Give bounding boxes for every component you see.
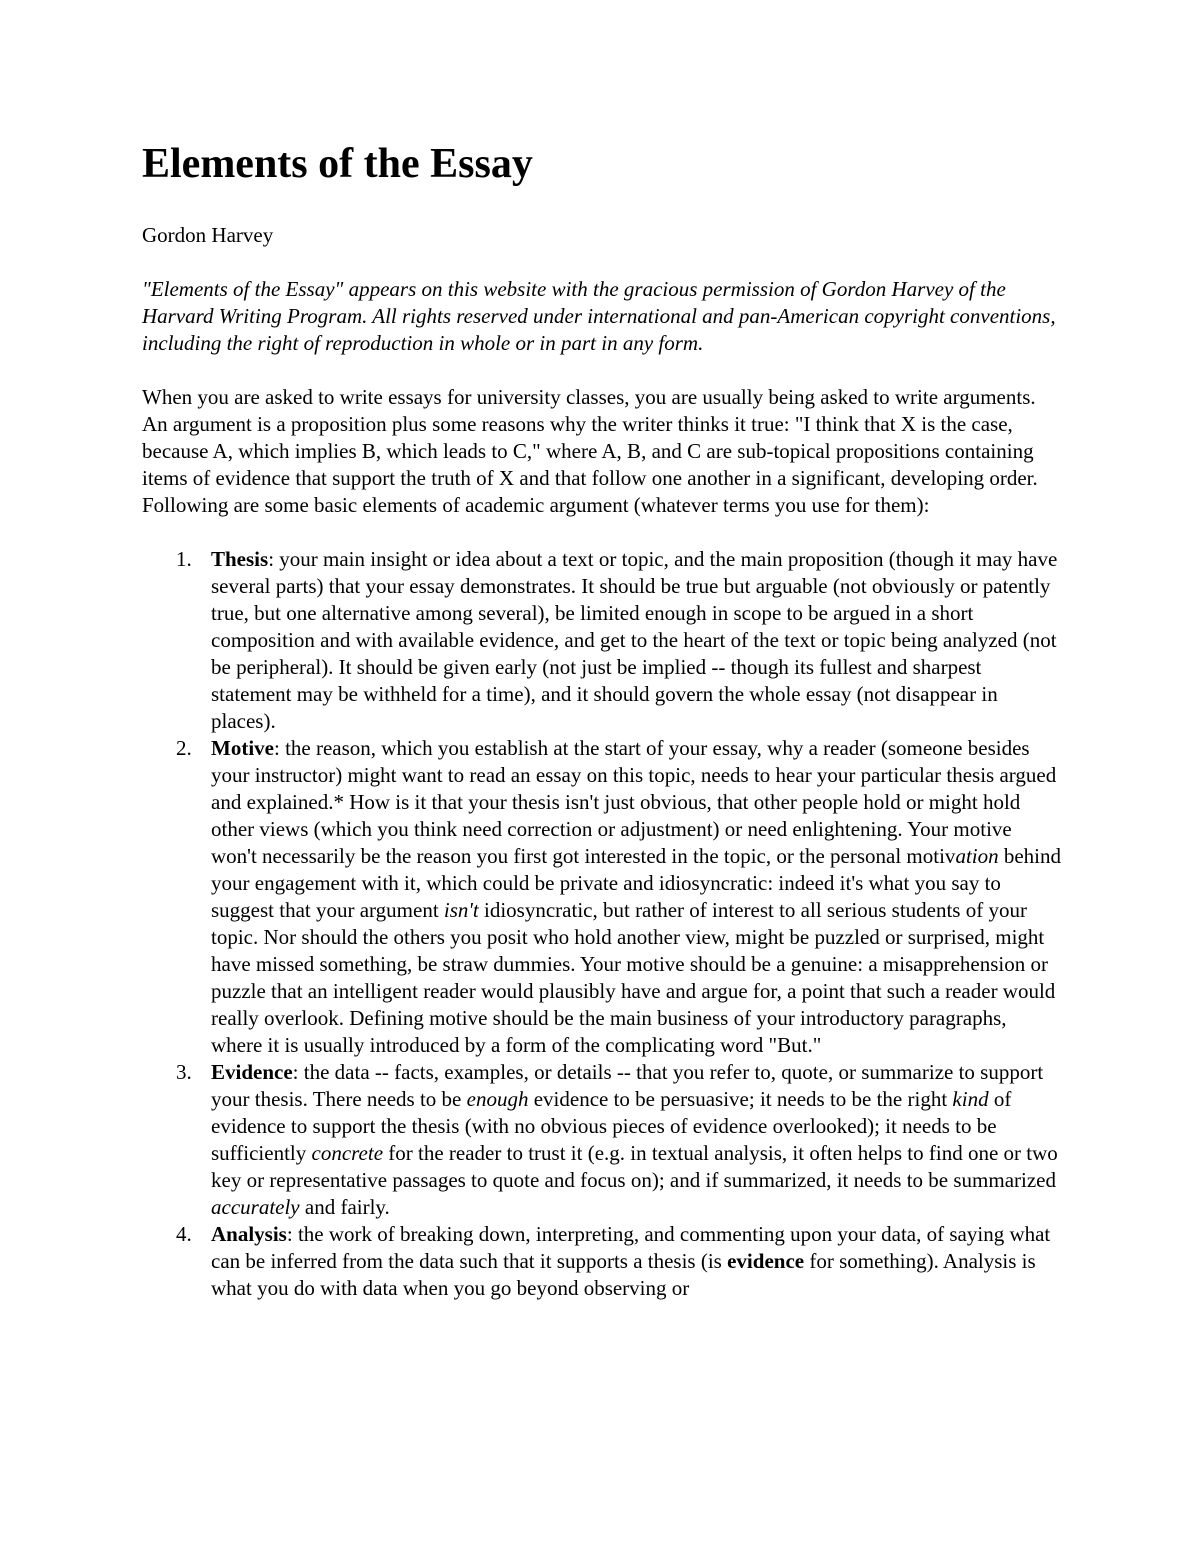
elements-list — [142, 546, 1062, 1302]
definition-text: : the work of breaking down, interpreting, and commenting upon your data, of saying what can be inferred from the data such that it supports a thesis (is — [211, 1222, 1051, 1274]
definition-text: for something). Analysis is what you do with data when you go beyond observing or — [211, 1249, 1036, 1301]
definition-text: behind your engagement with it, which could be private and idiosyncratic: indeed it's what you say to suggest that your argument — [211, 844, 1062, 923]
list-item-motive — [142, 735, 1062, 1059]
definition-text: evidence to be persuasive; it needs to be the right — [528, 1087, 953, 1112]
strong-text: evidence — [727, 1249, 805, 1274]
term-motive: Motive — [211, 736, 274, 761]
list-number: 3. — [176, 1060, 192, 1085]
emphasis-text: kind — [952, 1087, 989, 1112]
list-number: 4. — [176, 1222, 192, 1247]
definition-text: of evidence to support the thesis (with no obvious pieces of evidence overlooked); it needs to be sufficiently — [211, 1087, 1012, 1166]
term-evidence: Evidence — [211, 1060, 293, 1085]
intro-paragraph: When you are asked to write essays for university classes, you are usually being asked to write arguments. An argument is a proposition plus some reasons why the writer thinks it true: "I think that X is the case, because A, which implies B, which leads to C," where A, B, and C are sub-topical propositions containing items of evidence that support the truth of X and that follow one another in a significant, developing order. Following are some basic elements of academic argument (whatever terms you use for them): — [142, 385, 1038, 518]
term-analysis: Analysis — [211, 1222, 287, 1247]
list-item-thesis — [142, 546, 1062, 735]
emphasis-text: enough — [466, 1087, 529, 1112]
permission-notice: "Elements of the Essay" appears on this website with the gracious permission of Gordon Harvey of the Harvard Writing Program. All rights reserved under international and pan-American copyright conventions, including the right of reproduction in whole or in part in any form. — [142, 277, 1056, 356]
document-body — [142, 140, 1062, 1302]
definition-text: idiosyncratic, but rather of interest to all serious students of your topic. Nor should the others you posit who hold another view, might be puzzled or surprised, might have missed something, be straw dummies. Your motive should be a genuine: a misapprehension or puzzle that an intelligent reader would plausibly have and argue for, a point that such a reader would really overlook. Defining motive should be the main business of your introductory paragraphs, where it is usually introduced by a form of the complicating word "But." — [211, 898, 1056, 1058]
definition-text: : your main insight or idea about a text or topic, and the main proposition (though it may have several parts) that your essay demonstrates. It should be true but arguable (not obviously or patently true, but one alternative among several), be limited enough in scope to be argued in a short composition and with available evidence, and get to the heart of the text or topic being analyzed (not be peripheral). It should be given early (not just be implied -- though its fullest and sharpest statement may be withheld for a time), and it should govern the whole essay (not disappear in places). — [211, 547, 1058, 734]
definition-text: : the reason, which you establish at the start of your essay, why a reader (someone besides your instructor) might want to read an essay on this topic, needs to hear your particular thesis argued and explained.* How is it that your thesis isn't just obvious, that other people hold or might hold other views (which you think need correction or adjustment) or need enlightening. Your motive won't necessarily be the reason you first got interested in the topic, or the personal motiv — [211, 736, 1057, 869]
list-number: 1. — [176, 547, 192, 572]
emphasis-text: ation — [955, 844, 999, 869]
definition-text: : the data -- facts, examples, or details -- that you refer to, quote, or summarize to support your thesis. There needs to be — [211, 1060, 1044, 1112]
definition-text: for the reader to trust it (e.g. in textual analysis, it often helps to find one or two key or representative passages to quote and focus on); and if summarized, it needs to be summarized — [211, 1141, 1058, 1193]
author-name: Gordon Harvey — [142, 223, 274, 248]
term-thesis: Thesis — [211, 547, 269, 572]
document-title: Elements of the Essay — [142, 141, 533, 187]
list-number: 2. — [176, 736, 192, 761]
list-item-evidence — [142, 1059, 1062, 1221]
list-item-analysis — [142, 1221, 1062, 1302]
definition-text: and fairly. — [299, 1195, 390, 1220]
emphasis-text: concrete — [311, 1141, 384, 1166]
emphasis-text: accurately — [211, 1195, 300, 1220]
emphasis-text: isn't — [443, 898, 479, 923]
